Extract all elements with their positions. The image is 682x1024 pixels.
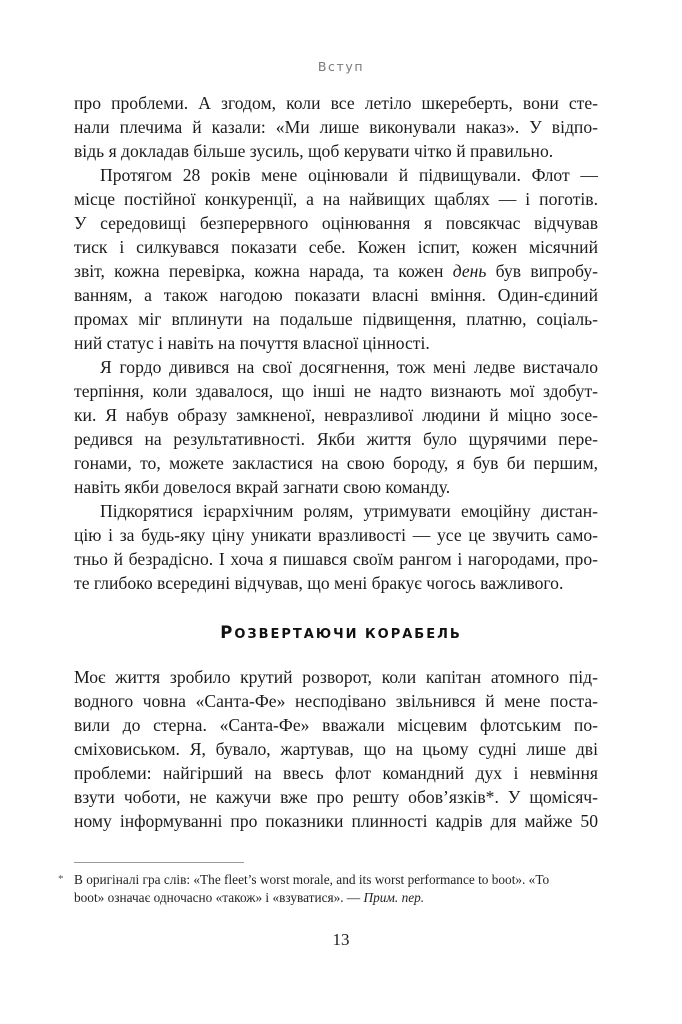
text-line: Моє життя зробило крутий розворот, коли капітан атомного під- xyxy=(74,667,598,687)
text-line: ному інформуванні про показники плинності кадрів для майже 50 xyxy=(74,811,598,831)
footnote-line xyxy=(74,889,598,907)
paragraph-3 xyxy=(74,355,598,499)
footnote-marker: * xyxy=(58,873,64,885)
heading-initial: Р xyxy=(220,623,235,642)
text-line: проблеми: найгірший на ввесь флот командний дух і невміння xyxy=(74,763,598,783)
running-head: Вступ xyxy=(317,59,365,74)
footnote-text: boot» означає одночасно «також» і «взуватися». — xyxy=(74,890,364,905)
text-line: сміховиськом. Я, бувало, жартував, що на цьому судні лише дві xyxy=(74,739,598,759)
footnote-divider xyxy=(74,862,244,863)
text-line: У середовищі безперервного оцінювання я повсякчас відчував xyxy=(74,213,598,233)
text-line: взути чоботи, не кажучи вже про решту обов’язків*. У щомісяч- xyxy=(74,787,598,807)
text-line: відь я докладав більше зусиль, щоб керувати чітко й правильно. xyxy=(74,141,554,161)
text-line: ванням, а також нагодою показати власні вміння. Один-єдиний xyxy=(74,285,598,305)
text-line: вили до стерна. «Санта-Фе» вважали місцевим флотським по- xyxy=(74,715,598,735)
text-line: тиск і силкувався показати себе. Кожен іспит, кожен місячний xyxy=(74,237,598,257)
text-line: редився на результативності. Якби життя було щурячими пере- xyxy=(74,429,598,449)
text-line: гонами, то, можете закластися на свою бороду, я був би першим, xyxy=(74,453,598,473)
text-line: про проблеми. А згодом, коли все летіло шкереберть, вони сте- xyxy=(74,93,598,113)
text-line: тньо й безрадісно. І хоча я пишався своїм рангом і нагородами, про- xyxy=(74,549,598,569)
translator-note: Прим. пер. xyxy=(363,890,425,905)
text-line: Я гордо дивився на свої досягнення, тож мені ледве вистачало xyxy=(100,357,598,377)
paragraph-5 xyxy=(74,665,598,833)
text-line: те глибоко всередині відчував, що мені бракує чогось важливого. xyxy=(74,573,564,593)
text-line: промах міг вплинути на подальше підвищення, платню, соціаль- xyxy=(74,309,598,329)
text-line: Підкорятися ієрархічним ролям, утримувати емоційну дистан- xyxy=(100,501,598,521)
text-line: ний статус і навіть на почуття власної цінності. xyxy=(74,333,430,353)
paragraph-1 xyxy=(74,91,598,163)
text-line-with-italic xyxy=(74,259,598,283)
text-line: водного човна «Санта-Фе» несподівано звільнився й мене поста- xyxy=(74,691,598,711)
body-text-section-2 xyxy=(74,665,598,833)
text-line: Протягом 28 років мене оцінювали й підвищували. Флот — xyxy=(100,165,598,185)
text-line: навіть якби довелося вкрай загнати свою команду. xyxy=(74,477,451,497)
text-line: цію і за будь-яку ціну уникати вразливості — усе це звучить само- xyxy=(74,525,598,545)
italic-word: день xyxy=(452,261,487,281)
paragraph-4 xyxy=(74,499,598,595)
text-line: ки. Я набув образу замкненої, невразливої людини й міцно зосе- xyxy=(74,405,598,425)
paragraph-2 xyxy=(74,163,598,355)
footnote xyxy=(58,871,598,907)
text-line: місце постійної конкуренції, а на найвищих щаблях — і поготів. xyxy=(74,189,598,209)
section-heading xyxy=(0,623,682,642)
page-number: 13 xyxy=(332,930,350,949)
heading-rest: ОЗВЕРТАЮЧИ КОРАБЕЛЬ xyxy=(234,627,462,642)
text-line: нали плечима й казали: «Ми лише виконували наказ». У відпо- xyxy=(74,117,598,137)
body-text-section-1 xyxy=(74,91,598,595)
text-segment: був випробу- xyxy=(486,261,598,281)
text-line: терпіння, коли здавалося, що інші не надто визнають мої здобут- xyxy=(74,381,598,401)
footnote-line: В оригіналі гра слів: «The fleet’s worst morale, and its worst performance to boot». «To xyxy=(74,872,550,887)
text-segment: звіт, кожна перевірка, кожна нарада, та кожен xyxy=(74,261,453,281)
